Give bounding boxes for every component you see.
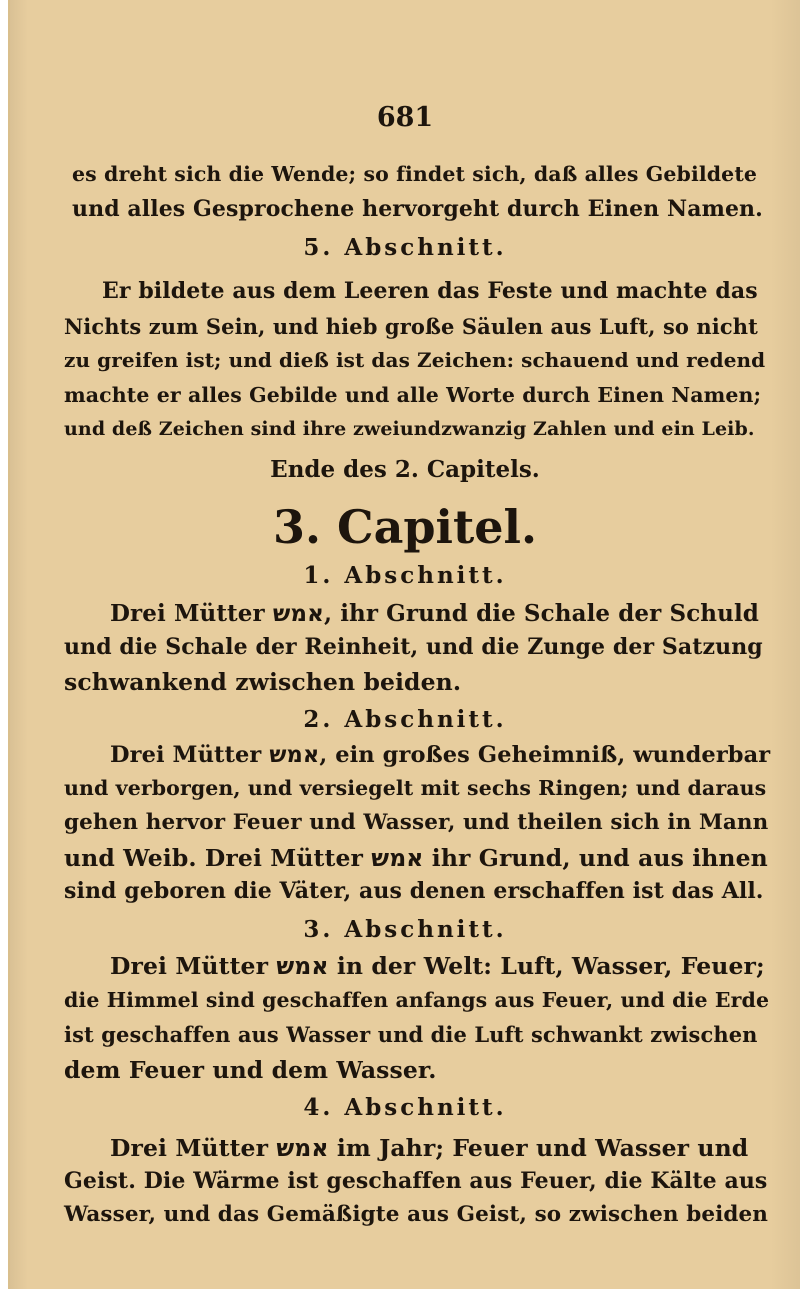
text-line: Drei Mütter אמש im Jahr; Feuer und Wasser und bbox=[110, 1134, 749, 1162]
section-heading-5: 5. Abschnitt. bbox=[303, 234, 507, 261]
text-line: und Weib. Drei Mütter אמש ihr Grund, und aus ihnen bbox=[64, 844, 768, 872]
text-line: es dreht sich die Wende; so findet sich, daß alles Gebildete bbox=[72, 162, 758, 186]
text-line: und alles Gesprochene hervorgeht durch Einen Namen. bbox=[72, 196, 763, 222]
chapter-end-note: Ende des 2. Capitels. bbox=[270, 456, 540, 483]
book-page bbox=[8, 0, 800, 1289]
text-line: Wasser, und das Gemäßigte aus Geist, so zwischen beiden bbox=[64, 1202, 769, 1227]
text-line: Drei Mütter אמש, ein großes Geheimniß, wunderbar bbox=[110, 742, 771, 768]
text-line: dem Feuer und dem Wasser. bbox=[64, 1056, 437, 1084]
text-line: Geist. Die Wärme ist geschaffen aus Feuer, die Kälte aus bbox=[64, 1168, 768, 1194]
text-line: sind geboren die Väter, aus denen erschaffen ist das All. bbox=[64, 878, 764, 904]
hebrew-letters: אמש bbox=[276, 952, 329, 980]
hebrew-letters: אמש bbox=[272, 601, 324, 627]
text-line: und deß Zeichen sind ihre zweiundzwanzig Zahlen und ein Leib. bbox=[64, 418, 755, 440]
text-line: Drei Mütter אמש, ihr Grund die Schale der Schuld bbox=[110, 600, 759, 627]
text-line: ist geschaffen aus Wasser und die Luft schwankt zwischen bbox=[64, 1022, 758, 1047]
hebrew-letters: אמש bbox=[269, 742, 320, 768]
text-line: und verborgen, und versiegelt mit sechs Ringen; und daraus bbox=[64, 776, 767, 800]
text-line: Drei Mütter אמש in der Welt: Luft, Wasser, Feuer; bbox=[110, 952, 765, 980]
hebrew-letters: אמש bbox=[276, 1134, 329, 1162]
text-line: gehen hervor Feuer und Wasser, und theilen sich in Mann bbox=[64, 810, 769, 835]
section-heading-4: 4. Abschnitt. bbox=[303, 1094, 507, 1121]
text-line: Er bildete aus dem Leeren das Feste und machte das bbox=[102, 278, 758, 304]
section-heading-3: 3. Abschnitt. bbox=[303, 916, 507, 943]
section-heading-1: 1. Abschnitt. bbox=[303, 562, 507, 589]
chapter-title: 3. Capitel. bbox=[272, 500, 538, 554]
text-line: machte er alles Gebilde und alle Worte durch Einen Namen; bbox=[64, 383, 762, 407]
section-heading-2: 2. Abschnitt. bbox=[303, 706, 507, 733]
text-line: die Himmel sind geschaffen anfangs aus Feuer, und die Erde bbox=[64, 988, 770, 1012]
text-line: und die Schale der Reinheit, und die Zunge der Satzung bbox=[64, 634, 763, 660]
text-line: Nichts zum Sein, und hieb große Säulen aus Luft, so nicht bbox=[64, 314, 758, 339]
page-number: 681 bbox=[376, 102, 434, 133]
text-line: schwankend zwischen beiden. bbox=[64, 668, 462, 696]
hebrew-letters: אמש bbox=[371, 844, 424, 872]
text-line: zu greifen ist; und dieß ist das Zeichen: schauend und redend bbox=[64, 348, 766, 372]
